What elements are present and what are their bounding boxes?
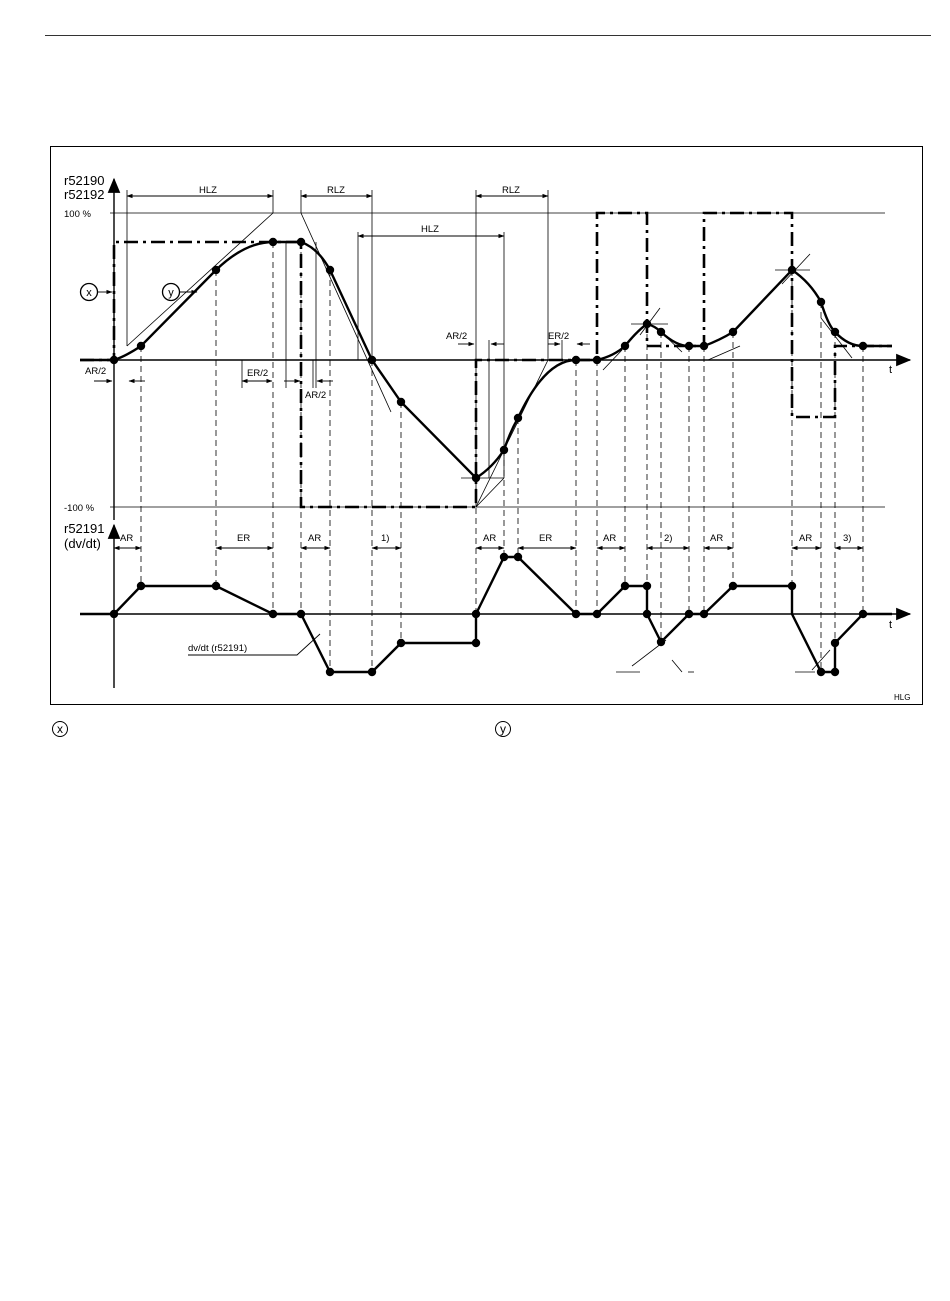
- marker-x-text: x: [86, 287, 92, 299]
- note-3-label: 3): [843, 533, 852, 544]
- legend-y-symbol: y: [495, 721, 511, 737]
- projection-lines: [141, 242, 863, 672]
- upper-axis-label-2: r52192: [64, 187, 105, 202]
- upper-axis-label-1: r52190: [64, 173, 105, 188]
- er-label-2: ER: [539, 533, 553, 544]
- level-100-label: 100 %: [64, 209, 91, 220]
- ar-label-6: AR: [799, 533, 813, 544]
- legend-x: [52, 721, 68, 737]
- level-minus-100-label: -100 %: [64, 503, 95, 514]
- er-half-label-2: ER/2: [548, 331, 570, 342]
- ar-half-label-1: AR/2: [85, 366, 107, 377]
- lower-axis-label-2: (dv/dt): [64, 536, 101, 551]
- construction-lines: [127, 213, 852, 672]
- hlz-label-1: HLZ: [199, 185, 217, 196]
- note-1-label: 1): [381, 533, 390, 544]
- ar-label-1: AR: [120, 533, 134, 544]
- ar-half-label-3: AR/2: [446, 331, 468, 342]
- axes: [80, 179, 910, 688]
- lower-time-label: t: [889, 619, 893, 631]
- ar-label-5: AR: [710, 533, 724, 544]
- legend-x-symbol: x: [52, 721, 68, 737]
- rlz-label-2: RLZ: [502, 185, 520, 196]
- ar-label-2: AR: [308, 533, 322, 544]
- ar-label-3: AR: [483, 533, 497, 544]
- ar-label-4: AR: [603, 533, 617, 544]
- er-half-label-1: ER/2: [247, 368, 269, 379]
- legend-y: [495, 721, 511, 737]
- hlz-label-2: HLZ: [421, 224, 439, 235]
- lower-axis-label-1: r52191: [64, 521, 105, 536]
- ar-half-label-2: AR/2: [305, 390, 327, 401]
- corner-tag: HLG: [894, 693, 911, 702]
- rlz-label-1: RLZ: [327, 185, 345, 196]
- marker-y-text: y: [168, 287, 174, 299]
- dvdt-callout-label: dv/dt (r52191): [188, 643, 248, 654]
- er-label-1: ER: [237, 533, 251, 544]
- note-2-label: 2): [664, 533, 673, 544]
- upper-time-label: t: [889, 364, 893, 376]
